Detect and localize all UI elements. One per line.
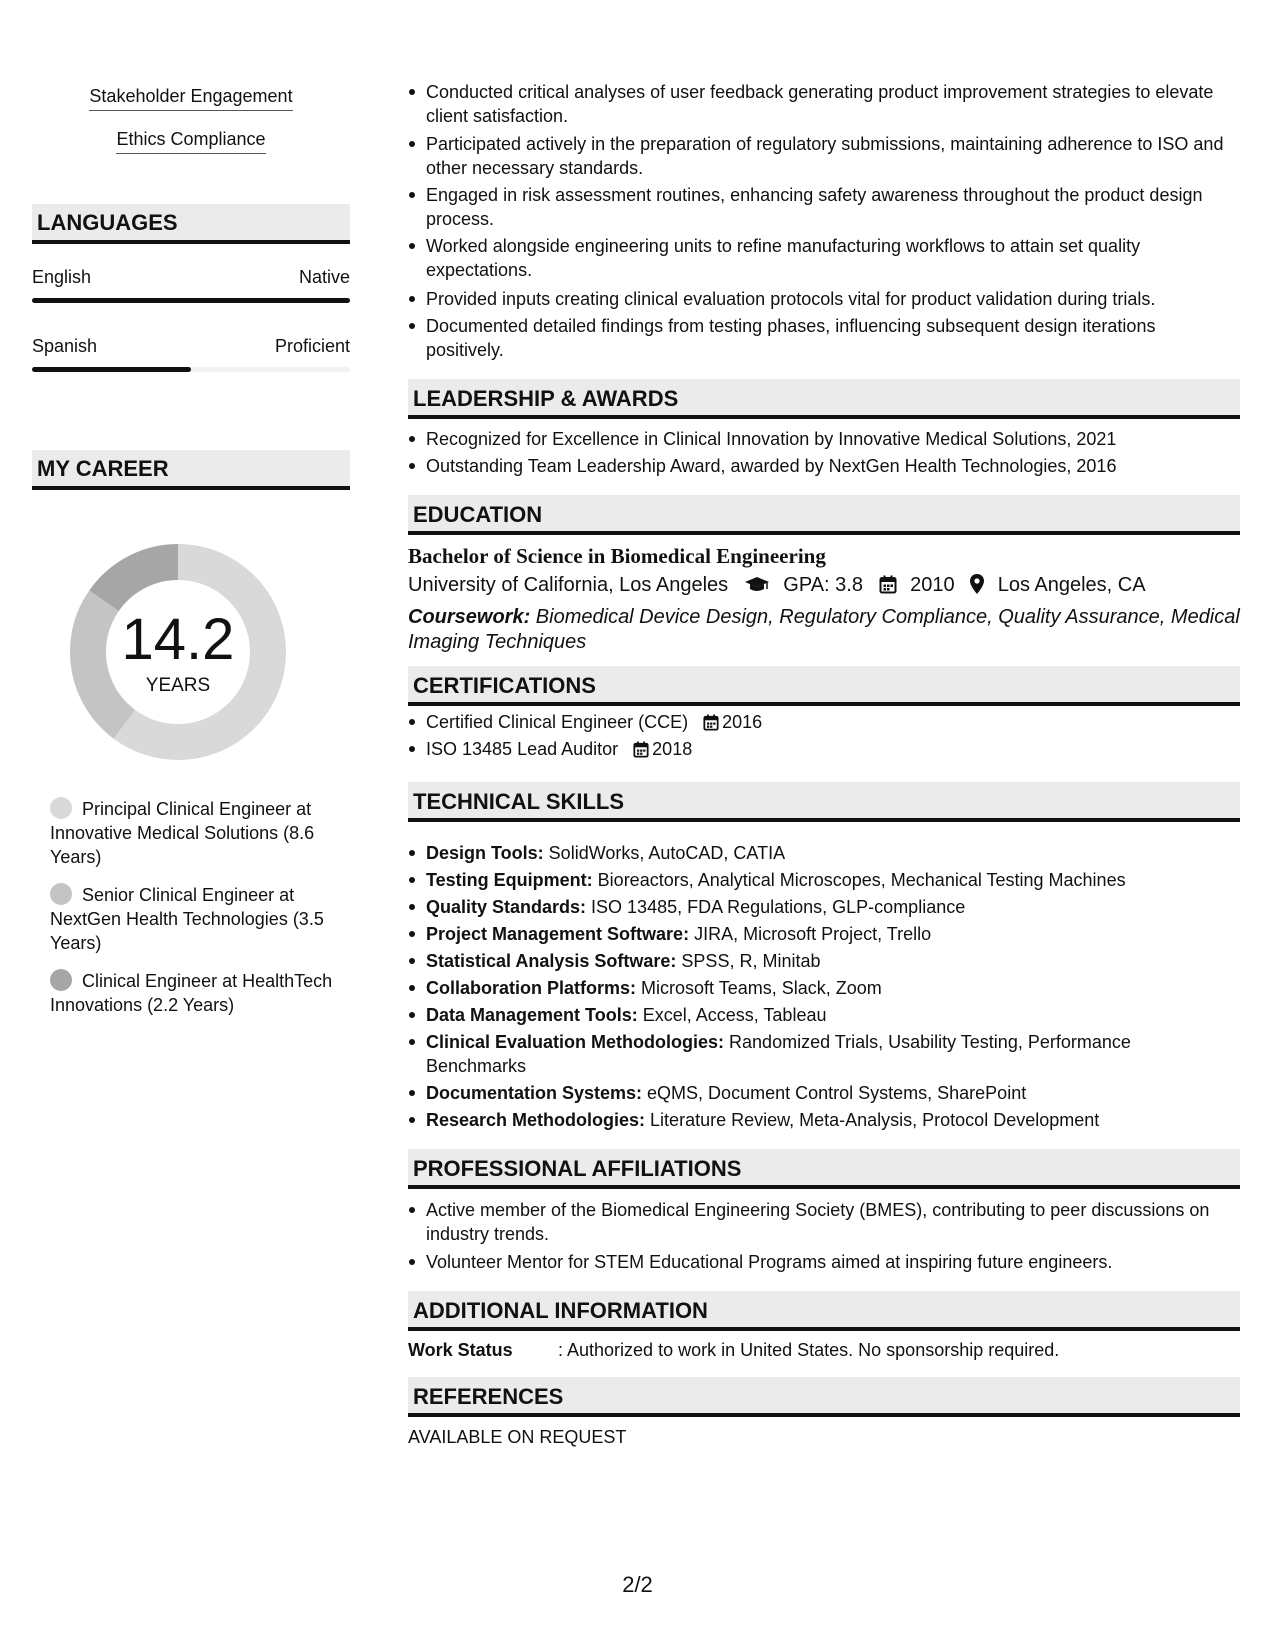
certification-name: ISO 13485 Lead Auditor (426, 739, 619, 759)
skill-tag-label: Ethics Compliance (116, 129, 265, 154)
leadership-heading: LEADERSHIP & AWARDS (408, 379, 1240, 419)
skill-item (426, 868, 1226, 892)
certifications-heading: CERTIFICATIONS (408, 666, 1240, 706)
skill-category: Testing Equipment: (426, 870, 593, 890)
skill-item (426, 976, 1226, 1000)
skill-values: Excel, Access, Tableau (637, 1005, 827, 1025)
experience-bullet: Conducted critical analyses of user feedback generating product improvement strategies to elevate client satisfaction. (426, 80, 1226, 128)
experience-bullet: Provided inputs creating clinical evaluation protocols vital for product validation during trials. (426, 287, 1226, 311)
school-name: University of California, Los Angeles (408, 574, 729, 596)
award-item: Recognized for Excellence in Clinical Innovation by Innovative Medical Solutions, 2021 (426, 427, 1226, 451)
skill-category: Research Methodologies: (426, 1110, 646, 1130)
skill-category: Project Management Software: (426, 924, 690, 944)
career-total-years: 14.2 (121, 607, 235, 672)
skill-values: JIRA, Microsoft Project, Trello (689, 924, 932, 944)
certification-name: Certified Clinical Engineer (CCE) (426, 712, 689, 732)
graduation-cap-icon (744, 576, 770, 594)
skill-category: Design Tools: (426, 843, 544, 863)
skill-category: Quality Standards: (426, 897, 587, 917)
skill-category: Clinical Evaluation Methodologies: (426, 1032, 725, 1052)
language-proficiency-fill (32, 298, 350, 303)
skill-item (426, 841, 1226, 865)
work-status (408, 1340, 1059, 1361)
skill-values: Microsoft Teams, Slack, Zoom (636, 978, 882, 998)
calendar-icon (879, 575, 897, 594)
language-row (32, 336, 350, 357)
coursework-list: Biomedical Device Design, Regulatory Compliance, Quality Assurance, Medical Imaging Techniques (408, 606, 1240, 653)
skill-item (426, 895, 1226, 919)
skill-item (426, 1108, 1226, 1132)
career-legend-label: Senior Clinical Engineer at NextGen Health Technologies (3.5 Years) (50, 885, 324, 953)
legend-dot (50, 797, 72, 819)
skill-tag-label: Stakeholder Engagement (89, 86, 292, 111)
page-number: 2/2 (622, 1572, 653, 1597)
skill-values: ISO 13485, FDA Regulations, GLP-compliance (586, 897, 966, 917)
references-heading: REFERENCES (408, 1377, 1240, 1417)
skill-values: eQMS, Document Control Systems, SharePoint (642, 1083, 1027, 1103)
skill-values: SPSS, R, Minitab (676, 951, 821, 971)
language-level: Native (298, 267, 350, 287)
career-legend-item (50, 969, 340, 1017)
skill-category: Statistical Analysis Software: (426, 951, 677, 971)
career-legend-item (50, 797, 340, 869)
calendar-icon (703, 714, 719, 731)
work-status-value: : Authorized to work in United States. No sponsorship required. (558, 1340, 1060, 1360)
certification-item (426, 737, 1226, 761)
skill-item (426, 1003, 1226, 1027)
affiliation-item: Volunteer Mentor for STEM Educational Programs aimed at inspiring future engineers. (426, 1250, 1226, 1274)
award-item: Outstanding Team Leadership Award, awarded by NextGen Health Technologies, 2016 (426, 454, 1226, 478)
skill-item (426, 922, 1226, 946)
language-proficiency-fill (32, 367, 191, 372)
additional-info-heading: ADDITIONAL INFORMATION (408, 1291, 1240, 1331)
experience-bullet: Engaged in risk assessment routines, enhancing safety awareness throughout the product design process. (426, 183, 1226, 231)
skill-category: Documentation Systems: (426, 1083, 643, 1103)
education-details (408, 574, 1146, 597)
experience-bullet: Worked alongside engineering units to refine manufacturing workflows to attain set quality expectations. (426, 234, 1226, 282)
affiliations-heading: PROFESSIONAL AFFILIATIONS (408, 1149, 1240, 1189)
gpa: GPA: 3.8 (783, 574, 863, 596)
language-row (32, 267, 350, 288)
affiliation-item: Active member of the Biomedical Engineering Society (BMES), contributing to peer discussions on industry trends. (426, 1198, 1226, 1246)
certification-year: 2016 (722, 712, 763, 732)
career-legend-label: Principal Clinical Engineer at Innovative Medical Solutions (8.6 Years) (50, 799, 315, 867)
skill-values: Literature Review, Meta-Analysis, Protocol Development (645, 1110, 1100, 1130)
certification-item (426, 710, 1226, 734)
skill-category: Data Management Tools: (426, 1005, 638, 1025)
references-text: AVAILABLE ON REQUEST (408, 1427, 627, 1447)
skill-item (426, 1081, 1226, 1105)
career-total-unit: YEARS (145, 675, 211, 696)
career-heading: MY CAREER (32, 450, 350, 490)
language-level: Proficient (274, 336, 350, 356)
coursework-label: Coursework: (408, 606, 531, 628)
work-status-label: Work Status (408, 1340, 513, 1360)
language-proficiency-bar (32, 298, 350, 303)
calendar-icon (633, 741, 649, 758)
coursework (408, 605, 1240, 655)
technical-skills-heading: TECHNICAL SKILLS (408, 782, 1240, 822)
language-proficiency-bar (32, 367, 350, 372)
skill-values: Bioreactors, Analytical Microscopes, Mechanical Testing Machines (592, 870, 1126, 890)
experience-bullet: Participated actively in the preparation of regulatory submissions, maintaining adherence to ISO and other necessary standards. (426, 132, 1226, 180)
skill-item (426, 949, 1226, 973)
skill-category: Collaboration Platforms: (426, 978, 637, 998)
skill-values: SolidWorks, AutoCAD, CATIA (543, 843, 786, 863)
skill-tag (32, 86, 350, 111)
legend-dot (50, 883, 72, 905)
legend-dot (50, 969, 72, 991)
experience-bullet: Documented detailed findings from testing phases, influencing subsequent design iterations positively. (426, 314, 1226, 362)
career-legend-item (50, 883, 340, 955)
graduation-year: 2010 (910, 574, 955, 596)
career-legend-label: Clinical Engineer at HealthTech Innovations (2.2 Years) (50, 971, 333, 1015)
language-name: Spanish (32, 336, 98, 356)
skill-tag (32, 129, 350, 154)
language-name: English (32, 267, 92, 287)
skill-item (426, 1030, 1226, 1078)
skill-values: Randomized Trials, Usability Testing, Performance Benchmarks (426, 1032, 1131, 1076)
education-heading: EDUCATION (408, 495, 1240, 535)
degree-title: Bachelor of Science in Biomedical Engineering (408, 544, 826, 568)
languages-heading: LANGUAGES (32, 204, 350, 244)
certification-year: 2018 (652, 739, 693, 759)
map-pin-icon (970, 574, 984, 594)
school-location: Los Angeles, CA (997, 574, 1146, 596)
